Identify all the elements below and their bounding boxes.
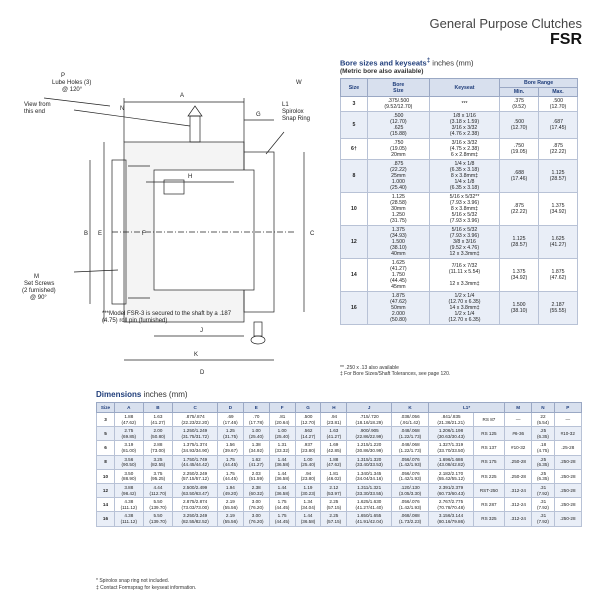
- bore-value-cell: 1.375 (34.93) 1.500 (38.10) 40mm: [367, 226, 429, 259]
- dims-cell: 4.44 (112.70): [143, 483, 173, 497]
- dims-cell: 2.00 (50.80): [143, 427, 173, 441]
- dims-cell: .250-28: [505, 455, 532, 469]
- dims-cell: .068/.088 (1.73/2.23): [392, 512, 429, 526]
- dims-cell: 1.25 (31.75): [217, 427, 243, 441]
- bore-min-cell: 1.500 (38.10): [500, 292, 539, 325]
- dims-cell: 1.75 (44.45): [217, 469, 243, 483]
- bore-min-cell: 1.125 (28.57): [500, 226, 539, 259]
- dims-size-cell: 8: [97, 455, 115, 469]
- dims-cell: 1.63 (41.27): [321, 427, 347, 441]
- dims-size-cell: 10: [97, 469, 115, 483]
- dims-cell: 1.19 (30.23): [295, 483, 321, 497]
- bore-col-min: Min.: [500, 88, 539, 97]
- svg-text:G: G: [256, 112, 261, 118]
- dims-cell: .25 (6.35): [532, 469, 554, 483]
- dims-cell: .94 (23.80): [295, 469, 321, 483]
- dims-cell: 1.63 (41.27): [143, 413, 173, 427]
- dims-cell: 3.19 (81.00): [114, 441, 143, 455]
- dims-cell: .18 (4.75): [532, 441, 554, 455]
- svg-text:@ 90°: @ 90°: [30, 295, 47, 301]
- dims-cell: #10-32: [554, 427, 581, 441]
- dims-cell: .250-28: [554, 469, 581, 483]
- dims-cell: 1.75 (44.45): [217, 455, 243, 469]
- dims-cell: 1.00 (25.40): [269, 427, 295, 441]
- table-row: [97, 455, 582, 469]
- bore-max-cell: 2.187 (55.55): [539, 292, 578, 325]
- dims-cell: 1.62 (41.27): [243, 455, 269, 469]
- dims-cell: 3.88 (98.42): [114, 483, 143, 497]
- bore-max-cell: 1.625 (41.27): [539, 226, 578, 259]
- set-screws-label: Set Screws: [24, 281, 55, 287]
- dims-col-header: M: [505, 403, 532, 413]
- dims-cell: 1.44 (36.58): [269, 469, 295, 483]
- table-row: [341, 226, 578, 259]
- dims-size-cell: 12: [97, 483, 115, 497]
- dims-cell: RS 175: [473, 455, 504, 469]
- dims-cell: RS 125: [473, 427, 504, 441]
- svg-text:D: D: [200, 370, 205, 376]
- bore-size-cell: 14: [341, 259, 368, 292]
- dims-cell: 3.00 (76.20): [243, 512, 269, 526]
- bore-size-cell: 8: [341, 160, 368, 193]
- dims-cell: RS 225: [473, 469, 504, 483]
- dims-cell: 2.19 (55.56): [217, 498, 243, 512]
- bore-value-cell: 1.125 (28.58) 30mm 1.250 (31.75): [367, 193, 429, 226]
- dims-cell: .250-28: [554, 512, 581, 526]
- dims-cell: 5.50 (139.70): [143, 512, 173, 526]
- dims-cell: .31 (7.92): [532, 512, 554, 526]
- dims-cell: —: [554, 413, 581, 427]
- dims-cell: #10-32: [505, 441, 532, 455]
- bore-min-cell: .688 (17.46): [500, 160, 539, 193]
- dims-cell: 1.88 (47.62): [321, 455, 347, 469]
- dims-cell: 2.12 (53.97): [321, 483, 347, 497]
- bore-value-cell: 1.875 (47.62) 50mm 2.000 (50.80): [367, 292, 429, 325]
- dims-col-header: L1*: [429, 403, 505, 413]
- svg-text:L1: L1: [282, 102, 289, 108]
- dims-cell: 1.75 (44.45): [269, 512, 295, 526]
- dims-cell: RST-250: [473, 483, 504, 497]
- dims-cell: .25 (6.35): [532, 427, 554, 441]
- dims-cell: 1.38 (34.92): [243, 441, 269, 455]
- keyseat-cell: 3/16 x 3/32 (4.75 x 2.38) 6 x 2.8mm‡: [429, 139, 499, 160]
- table-row: [97, 469, 582, 483]
- table-row: [341, 97, 578, 112]
- table-row: [341, 139, 578, 160]
- svg-text:@ 120°: @ 120°: [62, 87, 83, 93]
- dims-cell: 2.19 (55.56): [217, 512, 243, 526]
- dims-cell: 5.50 (139.70): [143, 498, 173, 512]
- svg-text:this end: this end: [24, 109, 46, 115]
- bore-value-cell: .875 (22.22) 25mm 1.000 (25.40): [367, 160, 429, 193]
- dims-cell: 3.50 (88.90): [114, 469, 143, 483]
- dims-cell: 1.206/1.198 (30.63/30.43): [429, 427, 474, 441]
- dims-cell: .500 (12.70): [295, 413, 321, 427]
- bore-size-cell: 5: [341, 112, 368, 139]
- dims-col-header: B: [143, 403, 173, 413]
- svg-text:N: N: [120, 106, 125, 112]
- bore-col-bore-size: Bore Size: [367, 79, 429, 97]
- table-row: [97, 512, 582, 526]
- dims-cell: .81 (20.64): [269, 413, 295, 427]
- bore-size-cell: 3: [341, 97, 368, 112]
- keyseat-cell: 1/2 x 1/4 (12.70 x 6.35) 14 x 3.8mm‡ 1/2 x 1/4 (12.70 x 6.35): [429, 292, 499, 325]
- bore-subtitle: (Metric bore also available): [340, 68, 424, 75]
- dims-size-cell: 6: [97, 441, 115, 455]
- dimensions-footnotes: * Spirolox snap ring not included. ‡ Contact Formsprag for keyseat information.: [96, 578, 197, 591]
- dims-cell: 4.38 (111.12): [114, 498, 143, 512]
- dims-cell: 1.696/1.686 (43.08/42.82): [429, 455, 474, 469]
- dims-cell: .250-28: [554, 483, 581, 497]
- dims-cell: 1.75 (44.45): [269, 498, 295, 512]
- dims-size-cell: 5: [97, 427, 115, 441]
- table-row: [97, 441, 582, 455]
- dims-col-header: H: [321, 403, 347, 413]
- bore-footnotes: ** .250 x .13 also available ‡ For Bore Sizes/Shaft Tolerances, see page 120.: [340, 365, 451, 377]
- dims-cell: 1.625/1.630 (41.27/41.40): [347, 498, 392, 512]
- dims-cell: 2.182/2.170 (55.42/55.12): [429, 469, 474, 483]
- dims-cell: .048/.068 (1.22/1.73): [392, 441, 429, 455]
- dims-cell: 1.31 (33.32): [269, 441, 295, 455]
- dims-col-header: F: [269, 403, 295, 413]
- dims-cell: 1.750/1.749 (44.45/44.42): [173, 455, 218, 469]
- dims-cell: 1.44 (36.58): [295, 512, 321, 526]
- dims-col-header: G: [295, 403, 321, 413]
- dimensions-title: Dimensions inches (mm): [96, 390, 188, 399]
- dims-cell: #6-36: [505, 427, 532, 441]
- dims-cell: 3.25 (82.55): [143, 455, 173, 469]
- bore-max-cell: 1.375 (34.92): [539, 193, 578, 226]
- table-row: [341, 112, 578, 139]
- product-code: FSR: [550, 31, 582, 48]
- lube-label: Lube Holes (3): [52, 80, 92, 86]
- dims-cell: .250-28: [554, 455, 581, 469]
- dims-cell: .69 (17.46): [217, 413, 243, 427]
- dims-cell: 1.94 (49.20): [217, 483, 243, 497]
- svg-text:F: F: [142, 231, 146, 237]
- dims-cell: 2.25 (57.15): [321, 512, 347, 526]
- dims-cell: 3.56 (90.50): [114, 455, 143, 469]
- dims-cell: .900/.905 (22.86/22.99): [347, 427, 392, 441]
- dims-cell: .25-28: [554, 441, 581, 455]
- svg-text:(4.75) roll pin (furnished): (4.75) roll pin (furnished): [102, 318, 168, 324]
- dims-cell: 1.315/1.320 (33.40/33.53): [347, 455, 392, 469]
- dims-cell: 2.25 (57.15): [321, 498, 347, 512]
- dims-size-cell: 3: [97, 413, 115, 427]
- dims-cell: 2.88 (73.00): [143, 441, 173, 455]
- clutch-drawing: [4, 70, 334, 380]
- bore-col-keyseat: Keyseat: [429, 79, 499, 97]
- dims-col-header: C: [173, 403, 218, 413]
- table-row: [97, 427, 582, 441]
- dims-cell: .715/.720 (18.16/18.29): [347, 413, 392, 427]
- dims-cell: 1.215/1.220 (30.86/30.99): [347, 441, 392, 455]
- dims-cell: 1.311/1.321 (33.30/33.55): [347, 483, 392, 497]
- bore-value-cell: .500 (12.70) .625 (15.88): [367, 112, 429, 139]
- dims-cell: 1.00 (25.40): [243, 427, 269, 441]
- keyseat-cell: 7/16 x 7/32 (11.11 x 5.54) 12 x 3.3mm‡: [429, 259, 499, 292]
- table-row: [341, 160, 578, 193]
- dims-cell: 22 (5.54): [532, 413, 554, 427]
- bore-col-size: Size: [341, 79, 368, 97]
- dims-cell: 1.56 (39.67): [217, 441, 243, 455]
- dims-cell: 1.81 (46.02): [321, 469, 347, 483]
- dims-cell: .250-28: [554, 498, 581, 512]
- table-row: [97, 483, 582, 497]
- dims-cell: .250-28: [505, 469, 532, 483]
- dims-cell: 1.340/1.345 (34.04/34.16): [347, 469, 392, 483]
- page-title: General Purpose Clutches: [429, 16, 582, 31]
- dims-cell: 1.250/1.249 (31.75/31.72): [173, 427, 218, 441]
- bore-table: [340, 78, 578, 325]
- dims-cell: .94 (23.81): [321, 413, 347, 427]
- dims-cell: .875/.874 (22.23/22.20): [173, 413, 218, 427]
- dims-col-header: D: [217, 403, 243, 413]
- bore-min-cell: .375 (9.52): [500, 97, 539, 112]
- dims-cell: 1.327/1.319 (33.70/33.50): [429, 441, 474, 455]
- keyseat-cell: 5/16 x 5/32** (7.93 x 3.96) 8 x 3.8mm‡ 5/16 x 5/32 (7.93 x 3.96): [429, 193, 499, 226]
- table-row: [97, 413, 582, 427]
- svg-text:C: C: [310, 231, 315, 237]
- bore-size-cell: 6†: [341, 139, 368, 160]
- dims-cell: 2.767/2.775 (70.78/70.48): [429, 498, 474, 512]
- dims-cell: RS 287: [473, 498, 504, 512]
- dims-size-cell: 16: [97, 512, 115, 526]
- svg-text:Snap Ring: Snap Ring: [282, 116, 311, 122]
- dims-cell: 1.375/1.374 (34.93/34.90): [173, 441, 218, 455]
- dims-col-header: E: [243, 403, 269, 413]
- svg-text:P: P: [61, 73, 66, 79]
- dims-col-header: N: [532, 403, 554, 413]
- bore-max-cell: .687 (17.45): [539, 112, 578, 139]
- dims-cell: 4.38 (111.12): [114, 512, 143, 526]
- dims-cell: .31 (7.92): [532, 483, 554, 497]
- dims-cell: 2.38 (60.32): [243, 483, 269, 497]
- svg-text:H: H: [188, 174, 193, 180]
- bore-value-cell: .375/.500 (9.52/12.70): [367, 97, 429, 112]
- dims-col-header: K: [392, 403, 429, 413]
- bore-max-cell: 1.875 (47.62): [539, 259, 578, 292]
- dims-cell: 3.75 (95.25): [143, 469, 173, 483]
- svg-text:W: W: [296, 80, 302, 86]
- bore-value-cell: .750 (19.05) 20mm: [367, 139, 429, 160]
- dims-cell: —: [505, 413, 532, 427]
- svg-text:(2 furnished): (2 furnished): [22, 288, 56, 294]
- dims-cell: .056/.076 (1.42/1.93): [392, 455, 429, 469]
- dims-cell: 2.875/2.874 (73.03/73.00): [173, 498, 218, 512]
- dims-cell: 1.34 (34.04): [295, 498, 321, 512]
- bore-max-cell: 1.125 (28.57): [539, 160, 578, 193]
- svg-text:E: E: [98, 231, 103, 237]
- bore-min-cell: .875 (22.22): [500, 193, 539, 226]
- dims-cell: .25 (6.35): [532, 455, 554, 469]
- bore-max-cell: .875 (22.22): [539, 139, 578, 160]
- table-row: [97, 498, 582, 512]
- dims-cell: .048/.068 (1.22/1.73): [392, 427, 429, 441]
- bore-title: Bore sizes and keyseats‡ inches (mm): [340, 57, 474, 68]
- dims-cell: 2.500/2.499 (63.50/63.47): [173, 483, 218, 497]
- bore-min-cell: .750 (19.05): [500, 139, 539, 160]
- keyseat-cell: 1/8 x 1/16 (3.18 x 1.59) 3/16 x 3/32 (4.76 x 2.38): [429, 112, 499, 139]
- dims-cell: .056/.076 (1.42/1.93): [392, 469, 429, 483]
- bore-size-cell: 10: [341, 193, 368, 226]
- table-row: [341, 259, 578, 292]
- snap-ring-label: Spirolox: [282, 109, 304, 115]
- svg-text:J: J: [200, 328, 203, 334]
- keyseat-cell: ***: [429, 97, 499, 112]
- keyseat-cell: 5/16 x 5/32 (7.93 x 3.96) 3/8 x 3/16 (9.52 x 4.76) 12 x 3.3mm‡: [429, 226, 499, 259]
- dims-cell: 3.00 (76.20): [243, 498, 269, 512]
- bore-size-cell: 16: [341, 292, 368, 325]
- dims-cell: .841/.835 (21.36/21.21): [429, 413, 474, 427]
- dims-cell: .31 (7.92): [532, 498, 554, 512]
- svg-text:A: A: [180, 93, 185, 99]
- bore-col-max: Max.: [539, 88, 578, 97]
- dims-cell: 3.156/3.144 (80.16/79.86): [429, 512, 474, 526]
- dims-cell: .937 (23.80): [295, 441, 321, 455]
- dims-cell: RS 325: [473, 512, 504, 526]
- dims-col-header: P: [554, 403, 581, 413]
- dims-cell: 1.44 (36.58): [269, 483, 295, 497]
- dims-cell: 2.03 (51.59): [243, 469, 269, 483]
- dims-cell: 2.391/2.379 (60.73/60.43): [429, 483, 474, 497]
- svg-text:K: K: [194, 352, 199, 358]
- bore-col-range: Bore Range: [500, 79, 578, 88]
- bore-max-cell: .500 (12.70): [539, 97, 578, 112]
- dims-cell: .120/.130 (3.05/3.30): [392, 483, 429, 497]
- dims-cell: 1.44 (36.58): [269, 455, 295, 469]
- svg-text:M: M: [34, 274, 39, 280]
- dims-col-header: J: [347, 403, 392, 413]
- dims-cell: RS 87: [473, 413, 504, 427]
- table-row: [341, 292, 578, 325]
- dims-cell: 3.250/3.249 (82.55/82.52): [173, 512, 218, 526]
- view-label: View from: [24, 102, 51, 108]
- dims-cell: .056/.076 (1.42/1.93): [392, 498, 429, 512]
- dims-cell: 1.00 (25.40): [295, 455, 321, 469]
- bore-value-cell: 1.625 (41.27) 1.750 (44.45) 45mm: [367, 259, 429, 292]
- dims-cell: 1.69 (42.85): [321, 441, 347, 455]
- dims-cell: .312-24: [505, 498, 532, 512]
- dims-cell: 2.75 (69.85): [114, 427, 143, 441]
- dimensions-table: [96, 402, 582, 527]
- dims-cell: .312-24: [505, 512, 532, 526]
- model-note: ***Model FSR-3 is secured to the shaft by a .187: [102, 311, 232, 317]
- dims-cell: .038/.056 (.91/1.42): [392, 413, 429, 427]
- keyseat-cell: 1/4 x 1/8 (6.35 x 3.18) 8 x 3.8mm‡ 1/4 x 1/8 (6.35 x 3.18): [429, 160, 499, 193]
- dims-cell: 1.88 (47.62): [114, 413, 143, 427]
- dims-cell: RS 137: [473, 441, 504, 455]
- bore-min-cell: 1.375 (34.92): [500, 259, 539, 292]
- dims-col-header: Size: [97, 403, 115, 413]
- dims-col-header: A: [114, 403, 143, 413]
- svg-text:B: B: [84, 231, 89, 237]
- table-row: [341, 193, 578, 226]
- dims-cell: 1.650/1.655 (41.91/42.04): [347, 512, 392, 526]
- dims-cell: .562 (14.27): [295, 427, 321, 441]
- dims-cell: 2.250/2.249 (57.15/57.12): [173, 469, 218, 483]
- dims-cell: .70 (17.78): [243, 413, 269, 427]
- bore-size-cell: 12: [341, 226, 368, 259]
- dims-cell: .312-24: [505, 483, 532, 497]
- bore-min-cell: .500 (12.70): [500, 112, 539, 139]
- dims-size-cell: 14: [97, 498, 115, 512]
